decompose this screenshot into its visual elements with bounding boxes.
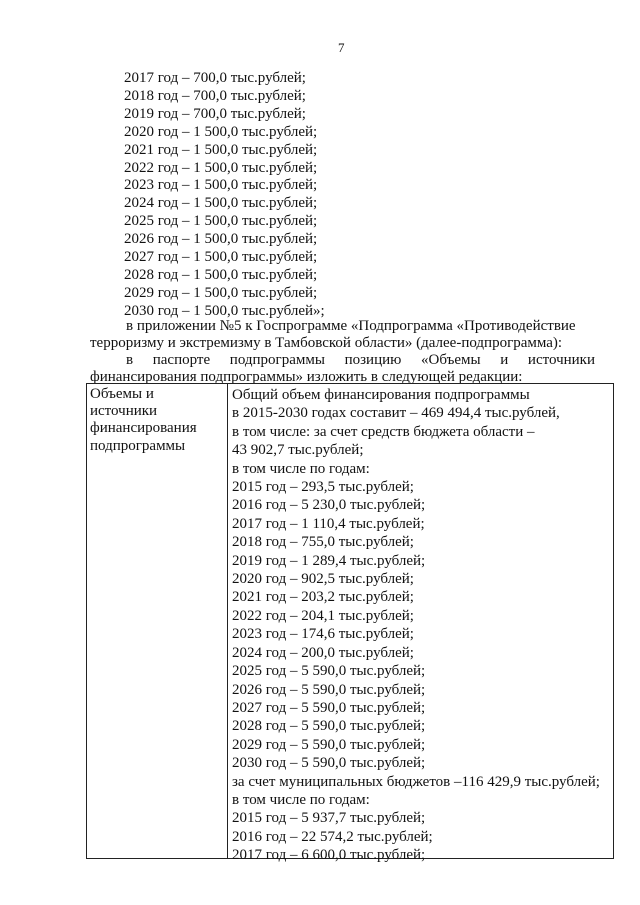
content-line: 2027 год – 5 590,0 тыс.рублей; <box>232 699 426 716</box>
year-funding-line: 2026 год – 1 500,0 тыс.рублей; <box>124 231 318 248</box>
content-line: 2030 год – 5 590,0 тыс.рублей; <box>232 755 426 772</box>
paragraph-word: подпрограммы <box>229 352 325 368</box>
year-funding-line: 2022 год – 1 500,0 тыс.рублей; <box>124 159 318 176</box>
label-line: подпрограммы <box>90 437 186 454</box>
content-line: 2026 год – 5 590,0 тыс.рублей; <box>232 681 426 698</box>
label-line: Объемы и <box>90 386 154 402</box>
year-funding-line: 2024 год – 1 500,0 тыс.рублей; <box>124 195 318 212</box>
content-line: 2017 год – 6 600,0 тыс.рублей; <box>232 847 426 864</box>
year-funding-line: 2027 год – 1 500,0 тыс.рублей; <box>124 249 318 266</box>
content-line: 2025 год – 5 590,0 тыс.рублей; <box>232 663 426 680</box>
content-line: Общий объем финансирования подпрограммы <box>232 387 530 403</box>
table-content-cell <box>232 386 612 865</box>
content-line: 2024 год – 200,0 тыс.рублей; <box>232 644 414 661</box>
content-line: за счет муниципальных бюджетов –116 429,9 тыс.рублей; <box>232 773 600 790</box>
paragraph-line-justified <box>90 352 595 369</box>
content-line: 2021 год – 203,2 тыс.рублей; <box>232 589 414 606</box>
year-funding-line: 2020 год – 1 500,0 тыс.рублей; <box>124 123 318 140</box>
year-funding-line: 2018 год – 700,0 тыс.рублей; <box>124 87 306 104</box>
paragraph-word: паспорте <box>152 352 211 368</box>
content-line: в том числе по годам: <box>232 460 370 477</box>
paragraph-word: позицию <box>344 352 402 368</box>
appendix-paragraph <box>90 318 595 352</box>
year-funding-list <box>124 70 325 321</box>
paragraph-line: терроризму и экстремизму в Тамбовской области» (далее-подпрограмма): <box>90 335 563 351</box>
paragraph-word: «Объемы <box>421 352 481 368</box>
paragraph-line: в приложении №5 к Госпрограмме «Подпрограмма «Противодействие <box>126 318 576 334</box>
year-funding-line: 2019 год – 700,0 тыс.рублей; <box>124 105 306 122</box>
table-column-divider <box>227 384 228 858</box>
content-line: 2028 год – 5 590,0 тыс.рублей; <box>232 718 426 735</box>
year-funding-line: 2017 год – 700,0 тыс.рублей; <box>124 70 306 86</box>
year-funding-line: 2021 год – 1 500,0 тыс.рублей; <box>124 141 318 158</box>
content-line: в 2015-2030 годах составит – 469 494,4 тыс.рублей, <box>232 405 560 422</box>
year-funding-line: 2028 год – 1 500,0 тыс.рублей; <box>124 266 318 283</box>
content-line: 2023 год – 174,6 тыс.рублей; <box>232 626 414 643</box>
content-line: 43 902,7 тыс.рублей; <box>232 442 364 459</box>
content-line: 2018 год – 755,0 тыс.рублей; <box>232 534 414 551</box>
content-line: 2019 год – 1 289,4 тыс.рублей; <box>232 552 426 569</box>
passport-paragraph <box>90 352 595 386</box>
content-line: 2029 год – 5 590,0 тыс.рублей; <box>232 736 426 753</box>
content-line: 2015 год – 5 937,7 тыс.рублей; <box>232 810 426 827</box>
content-line: 2017 год – 1 110,4 тыс.рублей; <box>232 515 425 532</box>
content-line: 2016 год – 22 574,2 тыс.рублей; <box>232 828 433 845</box>
year-funding-line: 2025 год – 1 500,0 тыс.рублей; <box>124 213 318 230</box>
year-funding-line: 2023 год – 1 500,0 тыс.рублей; <box>124 177 318 194</box>
content-line: 2020 год – 902,5 тыс.рублей; <box>232 571 414 588</box>
content-line: в том числе: за счет средств бюджета области – <box>232 423 535 440</box>
table-label-cell <box>90 386 224 455</box>
paragraph-word: в <box>126 352 134 368</box>
paragraph-line: финансирования подпрограммы» изложить в следующей редакции: <box>90 369 523 385</box>
content-line: 2022 год – 204,1 тыс.рублей; <box>232 607 414 624</box>
content-line: 2015 год – 293,5 тыс.рублей; <box>232 479 414 496</box>
content-line: в том числе по годам: <box>232 791 370 808</box>
content-line: 2016 год – 5 230,0 тыс.рублей; <box>232 497 426 514</box>
label-line: финансирования <box>90 420 197 437</box>
funding-table <box>86 383 614 864</box>
year-funding-line: 2030 год – 1 500,0 тыс.рублей»; <box>124 302 325 319</box>
paragraph-word: источники <box>527 352 595 368</box>
year-funding-line: 2029 год – 1 500,0 тыс.рублей; <box>124 284 318 301</box>
page-number: 7 <box>338 40 345 55</box>
paragraph-word: и <box>500 352 509 368</box>
label-line: источники <box>90 403 158 420</box>
